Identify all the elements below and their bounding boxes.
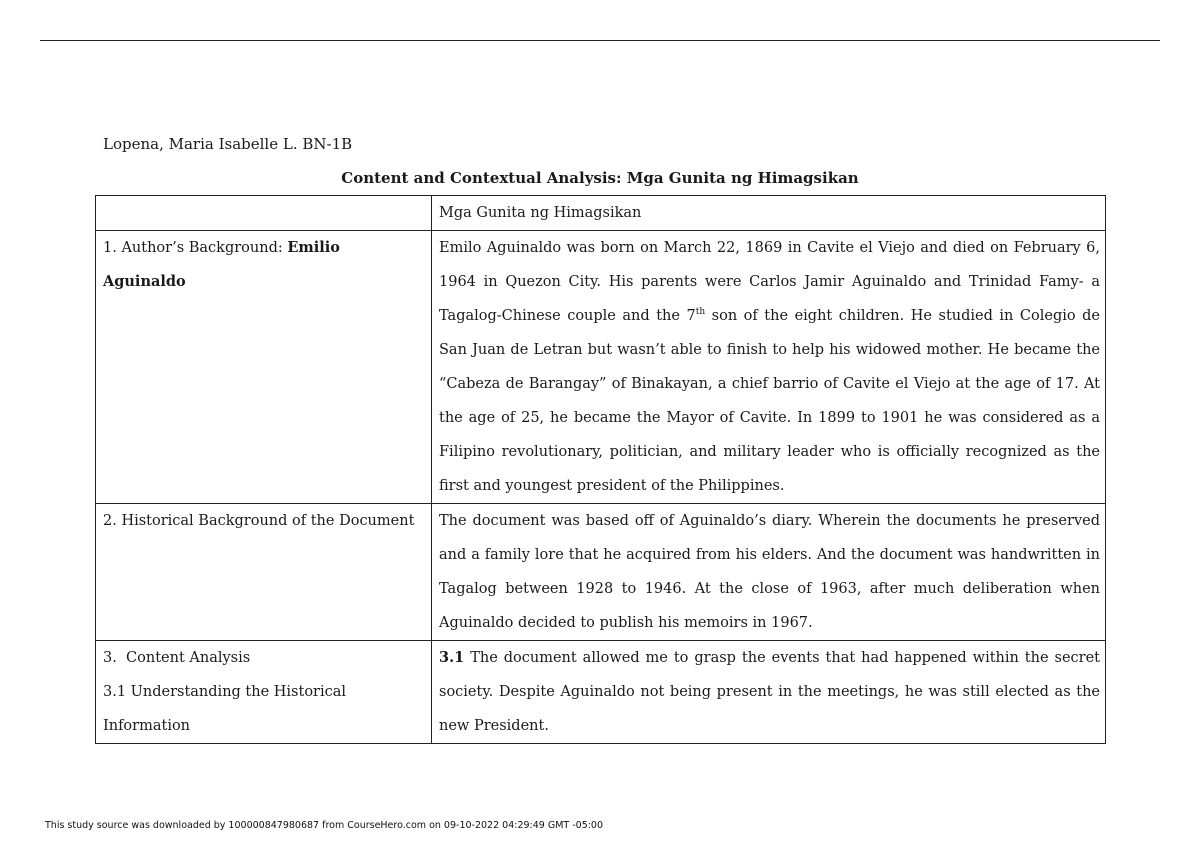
header-left-cell — [96, 196, 432, 231]
table-row-content — [96, 641, 1106, 744]
historical-background-text: The document was based off of Aguinaldo’s diary. Wherein the documents he preserved and a family lore that he acquired from his elders. And the document was handwritten in Tagalog between 1928 to 1946. At the close of 1963, after much deliberation when Aguinaldo decided to publish his memoirs in 1967. — [432, 504, 1106, 641]
download-footer: This study source was downloaded by 100000847980687 from CourseHero.com on 09-10-2022 04:29:49 GMT -05:00 — [45, 820, 604, 831]
historical-background-label: 2. Historical Background of the Document — [96, 504, 432, 641]
author-text-part-a: Emilo Aguinaldo was born on March 22, 1869 in Cavite el Viejo and died on February 6, 1964 in Quezon City. His parents were Carlos Jamir Aguinaldo and Trinidad Famy- a Tagalog-Chinese couple and the 7 — [439, 240, 1100, 324]
table-row-historical — [96, 504, 1106, 641]
ordinal-suffix: th — [695, 307, 706, 318]
header-right-cell: Mga Gunita ng Himagsikan — [432, 196, 1106, 231]
top-rule — [40, 40, 1160, 41]
document-title: Content and Contextual Analysis: Mga Gunita ng Himagsikan — [341, 169, 859, 187]
content-analysis-label-line1: 3. Content Analysis — [103, 650, 251, 666]
author-background-text — [432, 231, 1106, 504]
author-name: Emilio Aguinaldo — [103, 239, 340, 290]
analysis-table — [95, 195, 1106, 744]
author-label-prefix: 1. Author’s Background: — [103, 240, 288, 256]
content-analysis-body: The document allowed me to grasp the events that had happened within the secret society. Despite Aguinaldo not being present in the meetings, he was still elected as the new President. — [439, 650, 1100, 734]
author-text-part-b: son of the eight children. He studied in Colegio de San Juan de Letran but wasn’t able to finish to help his widowed mother. He became the “Cabeza de Barangay” of Binakayan, a chief barrio of Cavite el Viejo at the age of 17. At the age of 25, he became the Mayor of Cavite. In 1899 to 1901 he was considered as a Filipino revolutionary, politician, and military leader who is officially recognized as the first and youngest president of the Philippines. — [439, 308, 1100, 494]
section-number: 3.1 — [439, 649, 465, 666]
author-background-label — [96, 231, 432, 504]
table-row-author — [96, 231, 1106, 504]
content-analysis-label — [96, 641, 432, 744]
table-header-row — [96, 196, 1106, 231]
author-line: Lopena, Maria Isabelle L. BN-1B — [103, 135, 353, 153]
content-analysis-text — [432, 641, 1106, 744]
content-analysis-label-line2: 3.1 Understanding the Historical Information — [103, 684, 347, 734]
